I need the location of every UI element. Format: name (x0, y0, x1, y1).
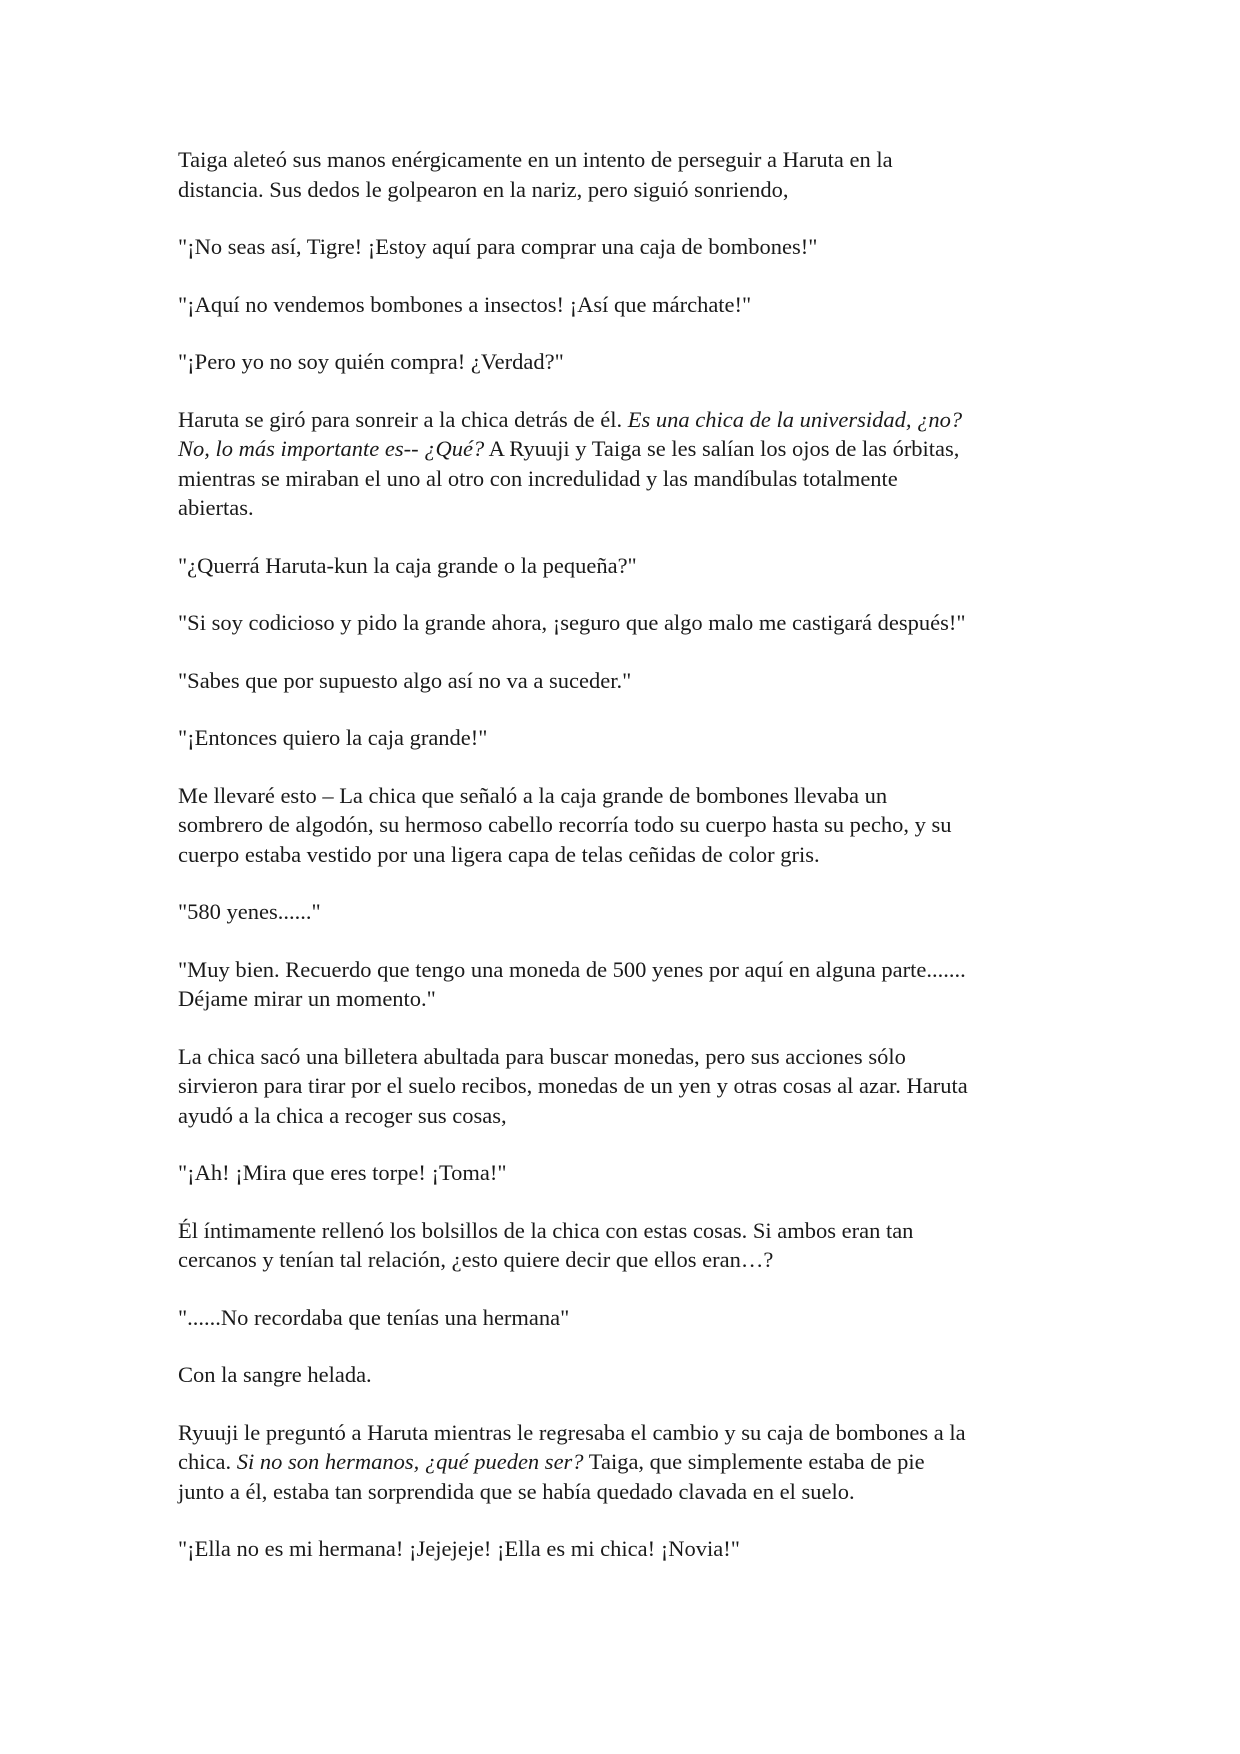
text-run: chica. (178, 1449, 237, 1474)
text-run: "......No recordaba que tenías una hermana" (178, 1304, 570, 1330)
text-run: A Ryuuji y Taiga se les salían los ojos de las órbitas, (484, 436, 960, 461)
text-run: "¡No seas así, Tigre! ¡Estoy aquí para comprar una caja de bombones!" (178, 234, 818, 259)
text-run: sirvieron para tirar por el suelo recibos, monedas de un yen y otras cosas al azar. Haruta (178, 1073, 968, 1098)
text-run: "¡Entonces quiero la caja grande!" (178, 725, 488, 750)
text-run: cercanos y tenían tal relación, ¿esto quiere decir que ellos eran…? (178, 1247, 774, 1272)
text-line (178, 1245, 1078, 1275)
text-line (178, 1216, 1078, 1246)
text-run: "Muy bien. Recuerdo que tengo una moneda de 500 yenes por aquí en alguna parte....... (178, 956, 966, 982)
paragraph (178, 1534, 1078, 1564)
text-line (178, 290, 1078, 320)
italic-text: No, lo más importante es-- ¿Qué? (178, 436, 485, 461)
paragraph (178, 955, 1078, 1014)
text-run: junto a él, estaba tan sorprendida que se había quedado clavada en el suelo. (178, 1478, 855, 1504)
text-line (178, 1101, 1078, 1131)
paragraph (178, 897, 1078, 927)
paragraph (178, 608, 1078, 638)
text-line (178, 840, 1078, 870)
text-run: abiertas. (178, 495, 254, 520)
text-run: Él íntimamente rellenó los bolsillos de la chica con estas cosas. Si ambos eran tan (178, 1217, 914, 1243)
text-line (178, 145, 1078, 175)
paragraph (178, 145, 1078, 204)
text-run: "Sabes que por supuesto algo así no va a suceder." (178, 667, 632, 693)
text-run: "¡Ella no es mi hermana! ¡Jejejeje! ¡Ella es mi chica! ¡Novia!" (178, 1536, 740, 1561)
text-line (178, 551, 1078, 581)
text-line (178, 1418, 1078, 1448)
text-line (178, 666, 1078, 696)
italic-text: Es una chica de la universidad, ¿no? (627, 406, 963, 432)
text-line (178, 1071, 1078, 1101)
paragraph (178, 1158, 1078, 1188)
text-line (178, 897, 1078, 927)
text-run: "580 yenes......" (178, 899, 321, 924)
text-line (178, 781, 1078, 811)
text-line (178, 723, 1078, 753)
text-run: "Si soy codicioso y pido la grande ahora, ¡seguro que algo malo me castigará después!" (178, 610, 966, 635)
text-line (178, 955, 1078, 985)
text-line (178, 810, 1078, 840)
text-run: Taiga, que simplemente estaba de pie (583, 1449, 925, 1474)
text-line (178, 232, 1078, 262)
text-line (178, 1360, 1078, 1390)
text-line (178, 608, 1078, 638)
paragraph (178, 666, 1078, 696)
text-run: Déjame mirar un momento." (178, 986, 436, 1011)
text-run: "¡Aquí no vendemos bombones a insectos! ¡Así que márchate!" (178, 291, 752, 317)
text-run: Taiga aleteó sus manos enérgicamente en un intento de perseguir a Haruta en la (178, 147, 893, 172)
text-run: distancia. Sus dedos le golpearon en la nariz, pero siguió sonriendo, (178, 176, 789, 202)
text-line (178, 984, 1078, 1014)
text-line (178, 434, 1078, 464)
text-run: Ryuuji le preguntó a Haruta mientras le regresaba el cambio y su caja de bombones a la (178, 1419, 966, 1445)
paragraph (178, 1216, 1078, 1275)
text-run: "¡Ah! ¡Mira que eres torpe! ¡Toma!" (178, 1160, 507, 1185)
text-run: Haruta se giró para sonreir a la chica detrás de él. (178, 406, 628, 432)
text-run: Me llevaré esto – La chica que señaló a la caja grande de bombones llevaba un (178, 782, 888, 808)
paragraph (178, 1360, 1078, 1390)
text-line (178, 405, 1078, 435)
italic-text: Si no son hermanos, ¿qué pueden ser? (236, 1449, 584, 1474)
text-run: Con la sangre helada. (178, 1362, 372, 1387)
text-run: "¿Querrá Haruta-kun la caja grande o la pequeña?" (178, 552, 637, 578)
paragraph (178, 405, 1078, 523)
paragraph (178, 781, 1078, 870)
text-run: cuerpo estaba vestido por una ligera capa de telas ceñidas de color gris. (178, 841, 820, 867)
paragraph (178, 551, 1078, 581)
paragraph (178, 1303, 1078, 1333)
text-line (178, 493, 1078, 523)
body-text (178, 145, 1078, 1592)
text-run: La chica sacó una billetera abultada para buscar monedas, pero sus acciones sólo (178, 1043, 906, 1069)
paragraph (178, 347, 1078, 377)
text-run: "¡Pero yo no soy quién compra! ¿Verdad?" (178, 349, 564, 374)
text-line (178, 464, 1078, 494)
text-line (178, 1477, 1078, 1507)
paragraph (178, 232, 1078, 262)
text-line (178, 1447, 1078, 1477)
paragraph (178, 1418, 1078, 1507)
text-line (178, 1303, 1078, 1333)
text-run: ayudó a la chica a recoger sus cosas, (178, 1102, 507, 1128)
text-line (178, 1158, 1078, 1188)
paragraph (178, 1042, 1078, 1131)
text-line (178, 1042, 1078, 1072)
paragraph (178, 290, 1078, 320)
text-run: mientras se miraban el uno al otro con incredulidad y las mandíbulas totalmente (178, 465, 898, 491)
text-line (178, 175, 1078, 205)
text-run: sombrero de algodón, su hermoso cabello recorría todo su cuerpo hasta su pecho, y su (178, 812, 952, 837)
text-line (178, 347, 1078, 377)
paragraph (178, 723, 1078, 753)
text-line (178, 1534, 1078, 1564)
